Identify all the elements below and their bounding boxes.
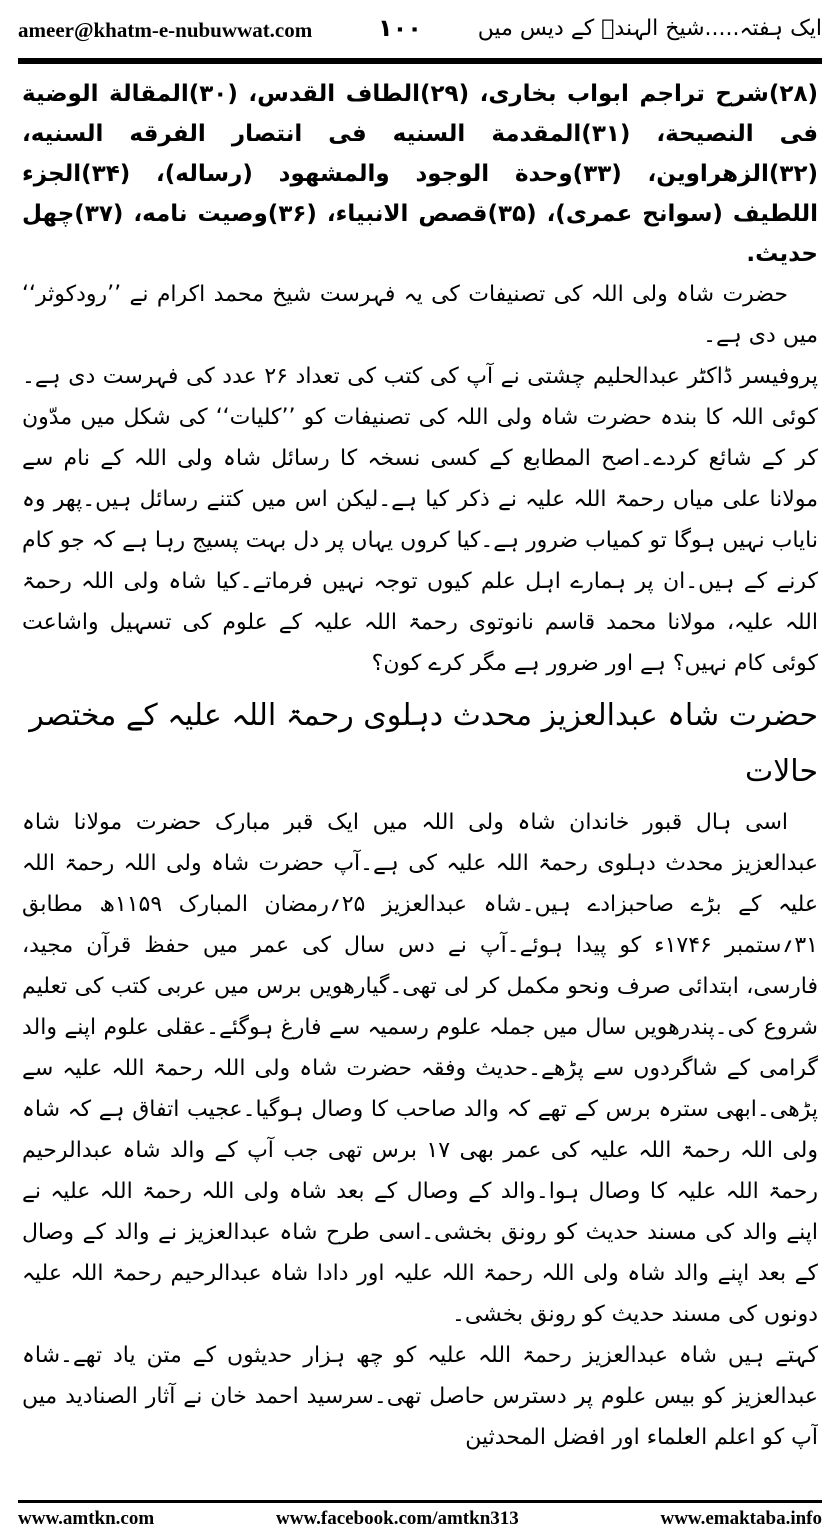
paragraph-3: اسی ہال قبور خاندان شاہ ولی اللہ میں ایک قبر مبارک حضرت مولانا شاہ عبدالعزیز محدث دہلوی رحمۃ اللہ علیہ کی ہے۔آپ حضرت شاہ ولی اللہ رحمۃ اللہ علیہ کے بڑے صاحبزادے ہیں۔شاہ عبدالعزیز ۲۵؍رمضان المبارک ۱۱۵۹ھ مطابق ۳۱؍ستمبر ۱۷۴۶ء کو پیدا ہوئے۔آپ نے دس سال کی عمر میں حفظ قرآن مجید، فارسی، ابتدائی صرف ونحو مکمل کر لی تھی۔گیارھویں برس میں عربی کتب کی تعلیم شروع کی۔پندرھویں سال میں جملہ علوم رسمیہ سے فارغ ہوگئے۔عقلی علوم اپنے والد گرامی کے شاگردوں سے پڑھے۔حدیث وفقہ حضرت شاہ ولی اللہ رحمۃ اللہ علیہ سے پڑھی۔ابھی سترہ برس کے تھے کہ والد صاحب کا وصال ہوگیا۔عجیب اتفاق ہے کہ شاہ ولی اللہ رحمۃ اللہ علیہ کی عمر بھی ۱۷ برس تھی جب آپ کے والد شاہ عبدالرحیم رحمۃ اللہ علیہ کا وصال ہوا۔والد کے وصال کے بعد شاہ ولی اللہ رحمۃ اللہ علیہ نے اپنے والد کی مسند حدیث کو رونق بخشی۔اسی طرح شاہ عبدالعزیز نے والد کے وصال کے بعد اپنے والد شاہ ولی اللہ رحمۃ اللہ علیہ اور دادا شاہ عبدالرحیم رحمۃ اللہ علیہ دونوں کی مسند حدیث کو رونق بخشی۔ bbox=[22, 810, 818, 1327]
footer-link-amtkn[interactable]: www.amtkn.com bbox=[18, 1508, 155, 1529]
header-email: ameer@khatm-e-nubuwwat.com bbox=[18, 18, 313, 42]
header-rule bbox=[18, 58, 822, 64]
paragraph-4: کہتے ہیں شاہ عبدالعزیز رحمۃ اللہ علیہ کو چھ ہزار حدیثوں کے متن یاد تھے۔شاہ عبدالعزیز کو بیس علوم پر دسترس حاصل تھی۔سرسید احمد خان نے آثار الصنادید میں آپ کو اعلم العلماء اور افضل المحدثین bbox=[22, 1343, 818, 1450]
footer-rule bbox=[18, 1500, 822, 1503]
page-number: ۱۰۰ bbox=[378, 14, 422, 42]
running-title: ایک ہفتہ.....شیخ الہندؒ کے دیس میں bbox=[477, 16, 822, 41]
footer-link-emaktaba[interactable]: www.emaktaba.info bbox=[660, 1508, 822, 1529]
page-header bbox=[18, 14, 822, 54]
paragraph-2: پروفیسر ڈاکٹر عبدالحلیم چشتی نے آپ کی کتب کی تعداد ۲۶ عدد کی فہرست دی ہے۔کوئی اللہ کا بندہ حضرت شاہ ولی اللہ کی تصنیفات کو ’’کلیات‘‘ کی شکل میں مدّون کر کے شائع کردے۔اصح المطابع کے کسی نسخہ کا رسائل شاہ ولی اللہ کے نام سے مولانا علی میاں رحمۃ اللہ علیہ نے ذکر کیا ہے۔لیکن اس میں کتنے رسائل ہیں۔پھر وہ نایاب نہیں ہوگا تو کمیاب ضرور ہے۔کیا کروں یہاں پر دل بہت پسیج رہا ہے کہ جو کام کرنے کے ہیں۔ان پر ہمارے اہل علم کیوں توجہ نہیں فرماتے۔کیا شاہ ولی اللہ رحمۃ اللہ علیہ، مولانا محمد قاسم نانوتوی رحمۃ اللہ علیہ کے علوم کی تسہیل واشاعت کوئی کام نہیں؟ ہے اور ضرور ہے مگر کرے کون؟ bbox=[22, 364, 818, 676]
page-body bbox=[22, 74, 818, 1492]
paragraph-1: حضرت شاہ ولی اللہ کی تصنیفات کی یہ فہرست شیخ محمد اکرام نے ’’رودکوثر‘‘ میں دی ہے۔ bbox=[22, 282, 818, 348]
footer-link-facebook[interactable]: www.facebook.com/amtkn313 bbox=[276, 1508, 519, 1529]
section-heading: حضرت شاہ عبدالعزیز محدث دہلوی رحمۃ اللہ علیہ کے مختصر حالات bbox=[29, 698, 818, 789]
works-list-paragraph: (۲۸)شرح تراجم ابواب بخاری، (۲۹)الطاف القدس، (۳۰)المقالة الوضية فی النصیحة، (۳۱)المقدمة السنیه فی انتصار الفرقه السنیه، (۳۲)الزھراوین، (۳۳)وحدة الوجود والمشهود (رساله)، (۳۴)الجزء اللطیف (سوانح عمری)، (۳۵)قصص الانبیاء، (۳۶)وصیت نامه، (۳۷)چهل حدیث. bbox=[22, 81, 818, 267]
page-footer bbox=[18, 1508, 822, 1534]
